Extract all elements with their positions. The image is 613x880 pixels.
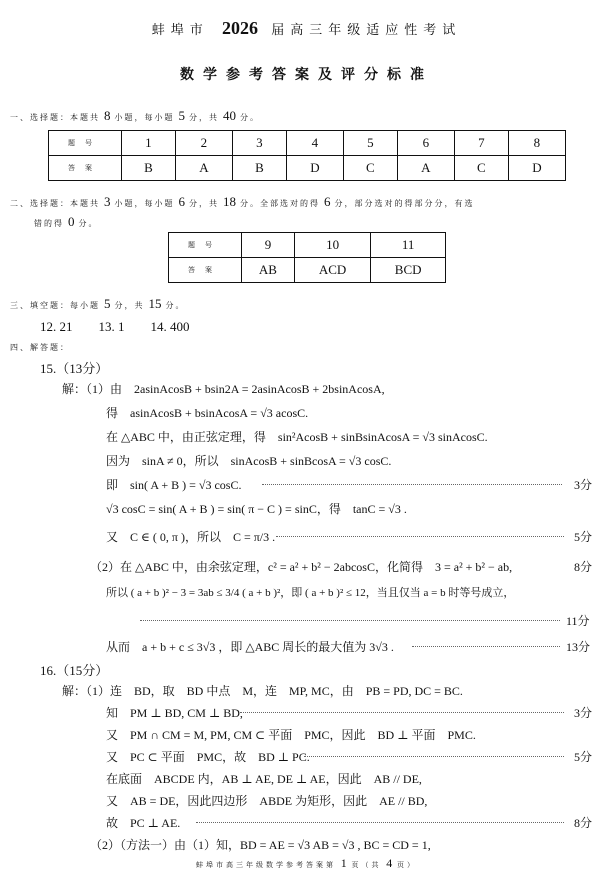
q16-heading: 16.（15分） (40, 663, 109, 678)
q16-line: 在底面 ABCDE 内，AB ⊥ AE, DE ⊥ AE，因此 AB // DE, (106, 772, 422, 786)
table-row (49, 131, 566, 156)
q-answer: D (508, 156, 565, 181)
s2-text-a: 二、选择题：本题共 (10, 199, 100, 208)
score-mark: 11分 (566, 614, 590, 628)
dotted-leader (240, 712, 564, 713)
q16-line: 知 PM ⊥ BD, CM ⊥ BD, (106, 706, 243, 720)
row-label-answer: 答案 (49, 156, 122, 181)
q15-line: 因为 sinA ≠ 0，所以 sinAcosB + sinBcosA = √3 cosC. (106, 454, 392, 468)
table-row (169, 233, 446, 258)
exam-name: 届高三年级适应性考试 (271, 22, 462, 37)
page-title: 数学参考答案及评分标准 (180, 68, 433, 83)
q-answer: ACD (294, 258, 370, 283)
q-number: 2 (175, 131, 232, 156)
q-number: 7 (454, 131, 508, 156)
s2-text-d: 分。全部选对的得 (240, 199, 320, 208)
q-number: 9 (242, 233, 295, 258)
footer-text: 页（共 (351, 861, 382, 869)
q-number: 5 (343, 131, 397, 156)
row-label-number: 题号 (169, 233, 242, 258)
q-number: 1 (122, 131, 176, 156)
q-answer: C (454, 156, 508, 181)
q-answer: A (397, 156, 454, 181)
footer-text: 蚌埠市高三年级数学参考答案第 (196, 861, 336, 869)
q15-line: 从而 a + b + c ≤ 3√3 ，即 △ABC 周长的最大值为 3√3 . (106, 640, 394, 654)
section2-header-cont (34, 214, 99, 230)
s2-each: 6 (178, 194, 185, 209)
score-mark: 3分 (574, 478, 593, 492)
q16-line: 又 AB = DE，因此四边形 ABDE 为矩形，因此 AE // BD, (106, 794, 428, 808)
s2-count: 3 (104, 194, 111, 209)
s3-text-b: 分，共 (114, 301, 145, 310)
row-label-number: 题号 (49, 131, 122, 156)
q-number: 4 (286, 131, 343, 156)
q-number: 11 (371, 233, 446, 258)
s2-zero: 0 (68, 214, 75, 229)
score-mark: 5分 (574, 750, 593, 764)
q15-line: 解：（1）由 2asinAcosB + bsin2A = 2asinAcosB + 2bsinAcosA, (62, 382, 385, 396)
q-answer: AB (242, 258, 295, 283)
page-total: 4 (386, 856, 393, 870)
section1-answer-table (48, 130, 566, 181)
section4-header: 四、解答题： (10, 343, 70, 352)
score-mark: 3分 (574, 706, 593, 720)
s1-text-d: 分。 (240, 113, 260, 122)
q-answer: A (175, 156, 232, 181)
score-mark: 5分 (574, 530, 593, 544)
section3-header (10, 296, 186, 312)
q-answer: C (343, 156, 397, 181)
section3-answers: 12. 21 13. 1 14. 400 (40, 319, 190, 334)
s2-full: 6 (324, 194, 331, 209)
q16-line: 解：（1）连 BD，取 BD 中点 M，连 MP, MC，由 PB = PD, DC = BC. (62, 684, 463, 698)
dotted-leader (140, 620, 560, 621)
s2-text-f: 错的得 (34, 219, 64, 228)
dotted-leader (412, 646, 560, 647)
s2-total: 18 (223, 194, 236, 209)
exam-header (0, 18, 613, 39)
q15-heading: 15.（13分） (40, 361, 109, 376)
s2-text-e: 分，部分选对的得部分分，有选 (334, 199, 475, 208)
section2-answer-table (168, 232, 446, 283)
s1-text-b: 小题，每小题 (114, 113, 175, 122)
dotted-leader (276, 536, 564, 537)
row-label-answer: 答案 (169, 258, 242, 283)
score-mark: 13分 (566, 640, 591, 654)
page-footer (0, 856, 613, 871)
q-answer: D (286, 156, 343, 181)
exam-year: 2026 (222, 18, 258, 38)
s3-text-c: 分。 (165, 301, 186, 310)
dotted-leader (196, 822, 564, 823)
s2-text-c: 分，共 (189, 199, 219, 208)
table-row (49, 156, 566, 181)
q15-line: 又 C ∈ ( 0, π )，所以 C = π/3 . (106, 530, 276, 544)
score-mark: 8分 (574, 560, 593, 574)
q16-line: 又 PC ⊂ 平面 PMC，故 BD ⊥ PC. (106, 750, 310, 764)
q16-line: 又 PM ∩ CM = M, PM, CM ⊂ 平面 PMC，因此 BD ⊥ 平面 PMC. (106, 728, 476, 742)
q16-line: （2）（方法一）由（1）知，BD = AE = √3 AB = √3 , BC = CD = 1, (90, 838, 431, 852)
q-number: 8 (508, 131, 565, 156)
q15-line: 得 asinAcosB + bsinAcosA = √3 acosC. (106, 406, 309, 420)
s3-total: 15 (148, 296, 162, 311)
q-answer: B (122, 156, 176, 181)
s1-text-a: 一、选择题：本题共 (10, 113, 100, 122)
q15-line: 在 △ABC 中，由正弦定理，得 sin²AcosB + sinBsinAcosA = √3 sinAcosC. (106, 430, 488, 444)
q15-line: √3 cosC = sin( A + B ) = sin( π − C ) = sinC，得 tanC = √3 . (106, 502, 407, 516)
q-number: 10 (294, 233, 370, 258)
q16-line: 故 PC ⊥ AE. (106, 816, 181, 830)
s2-text-b: 小题，每小题 (114, 199, 175, 208)
q-number: 3 (232, 131, 286, 156)
q-answer: BCD (371, 258, 446, 283)
section1-header (10, 108, 260, 124)
s3-each: 5 (104, 296, 111, 311)
footer-text: 页） (397, 861, 417, 869)
s1-each: 5 (178, 108, 185, 123)
table-row (169, 258, 446, 283)
q15-line: 即 sin( A + B ) = √3 cosC. (106, 478, 242, 492)
s2-text-g: 分。 (78, 219, 99, 228)
section2-header (10, 194, 475, 210)
q15-line: 所以 ( a + b )² − 3 = 3ab ≤ 3/4 ( a + b )²，即 ( a + b )² ≤ 12，当且仅当 a = b 时等号成立， (106, 587, 515, 599)
dotted-leader (262, 484, 562, 485)
q15-line: （2）在 △ABC 中，由余弦定理，c² = a² + b² − 2abcosC，化简得 3 = a² + b² − ab, (90, 560, 513, 574)
score-mark: 8分 (574, 816, 593, 830)
s1-total: 40 (223, 108, 236, 123)
s3-text-a: 三、填空题：每小题 (10, 301, 100, 310)
page-number: 1 (340, 856, 347, 870)
dotted-leader (304, 756, 564, 757)
s1-count: 8 (104, 108, 111, 123)
q-answer: B (232, 156, 286, 181)
s1-text-c: 分，共 (189, 113, 219, 122)
city-name: 蚌埠市 (151, 22, 209, 37)
q-number: 6 (397, 131, 454, 156)
